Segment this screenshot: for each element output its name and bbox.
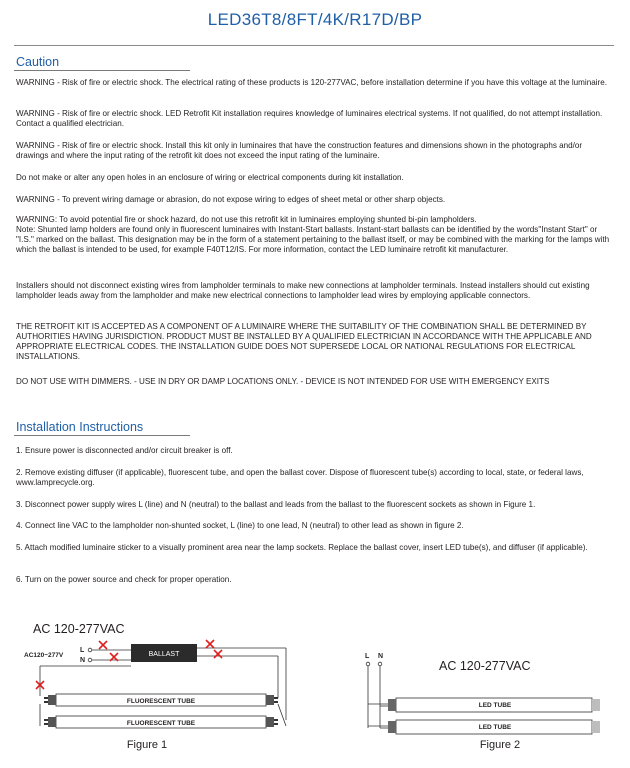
page-title: LED36T8/8FT/4K/R17D/BP — [207, 10, 423, 29]
caution-paragraph: Do not make or alter any open holes in an enclosure of wiring or electrical components during kit installation. — [16, 173, 404, 182]
caution-heading-underline — [14, 70, 190, 71]
terminal-l — [88, 648, 92, 652]
caution-paragraph: Installers should not disconnect existing wires from lampholder terminals to make new connections at lampholder terminals. Instead installers should cut existing lampholder leads away from the lampholder and make new electrical connections to lampholder lead wires by employing applicable connectors. — [16, 281, 590, 300]
installation-step: 3. Disconnect power supply wires L (line) and N (neutral) to the ballast and leads from the ballast to the fluorescent sockets as shown in Figure 1. — [16, 500, 536, 509]
terminal-n — [88, 658, 92, 662]
title-divider — [14, 45, 614, 46]
figure-1-neutral-label: N — [80, 657, 86, 664]
caution-paragraph: WARNING - Risk of fire or electric shock. LED Retrofit Kit installation requires knowledge of luminaires electrical systems. If not qualified, do not attempt installation. Contact a qualified electrician. — [16, 109, 603, 128]
caution-paragraph: WARNING - Risk of fire or electric shock. Install this kit only in luminaires that have the construction features and dimensions shown in the photographs and/or drawings and where the input rating of the retrofit kit does not exceed the input rating of the luminaire. — [16, 141, 583, 160]
caution-paragraph: THE RETROFIT KIT IS ACCEPTED AS A COMPONENT OF A LUMINAIRE WHERE THE SUITABILITY OF THE COMBINATION SHALL BE DETERMINED BY AUTHORITIES HAVING JURISDICTION. PRODUCT MUST BE INSTALLED BY A QUALIFIED ELECTRICIAN IN ACCORDANCE WITH THE APPLICABLE AND APPROPRIATE ELECTRICAL CODES. THE INSTALLATION GUIDE DOES NOT SUPERSEDE LOCAL OR NATIONAL REGULATIONS FOR ELECTRICAL INSTALLATIONS. — [16, 322, 592, 361]
caution-heading: Caution — [16, 55, 60, 69]
figure-2-line-label: L — [365, 653, 370, 660]
caution-paragraph: DO NOT USE WITH DIMMERS. - USE IN DRY OR DAMP LOCATIONS ONLY. - DEVICE IS NOT INTENDED FOR USE WITH EMERGENCY EXITS — [16, 377, 550, 386]
figure-1-wiring-diagram — [0, 600, 320, 768]
caution-paragraph: WARNING - To prevent wiring damage or abrasion, do not expose wiring to edges of sheet metal or other sharp objects. — [16, 195, 446, 204]
installation-step: 2. Remove existing diffuser (if applicable), fluorescent tube, and open the ballast cover. Dispose of fluorescent tube(s) according to local, state, or federal laws, www.lamprecycle.org. — [16, 468, 584, 487]
wire — [278, 704, 286, 726]
figure-1-heading: AC 120-277VAC — [33, 622, 125, 636]
figure-2-wiring-diagram — [340, 640, 620, 768]
installation-heading-underline — [14, 435, 190, 436]
figure-2-caption: Figure 2 — [479, 739, 521, 751]
fluorescent-tube-top-label: FLUORESCENT TUBE — [126, 698, 196, 705]
installation-step: 4. Connect line VAC to the lampholder non-shunted socket, L (line) to one lead, N (neutral) to other lead as shown in figure 2. — [16, 521, 464, 530]
fluorescent-tube-bottom-label: FLUORESCENT TUBE — [126, 720, 196, 727]
caution-note: Note: Shunted lamp holders are found only in fluorescent luminaires with Instant-Start ballasts. Instant-start ballasts can be identified by the words"Instant Start" or "I.S." marked on the ballast. This designation may be in the form of a statement pertaining to the ballast itself, or may be combined with the marking for the lamps with which the ballast is intended to be used, for example F40T12/IS. For more information, contact the LED luminaire retrofit kit manufacturer. — [16, 225, 610, 254]
led-tube-top-label: LED TUBE — [478, 702, 512, 709]
figure-1-caption: Figure 1 — [126, 739, 168, 751]
installation-step: 5. Attach modified luminaire sticker to a visually prominent area near the lamp sockets. Replace the ballast cover, insert LED tube(s), and diffuser (if applicable). — [16, 543, 588, 552]
installation-step: 1. Ensure power is disconnected and/or circuit breaker is off. — [16, 446, 233, 455]
led-tube-bottom-label: LED TUBE — [478, 724, 512, 731]
caution-paragraph: WARNING - Risk of fire or electric shock. The electrical rating of these products is 120-277VAC, before installation determine if you have this voltage at the luminaire. — [16, 78, 607, 87]
installation-heading: Installation Instructions — [16, 420, 144, 434]
figure-1-line-label: L — [80, 647, 85, 654]
ballast-label: BALLAST — [148, 651, 180, 658]
figure-2-heading: AC 120-277VAC — [439, 659, 531, 673]
figure-2-neutral-label: N — [378, 653, 384, 660]
installation-step: 6. Turn on the power source and check for proper operation. — [16, 575, 232, 584]
caution-paragraph: WARNING: To avoid potential fire or shock hazard, do not use this retrofit kit in luminaires employing shunted bi-pin lampholders. — [16, 215, 477, 224]
terminal-n — [378, 662, 382, 666]
terminal-l — [366, 662, 370, 666]
figure-1-source-label: AC120~277V — [24, 652, 64, 659]
